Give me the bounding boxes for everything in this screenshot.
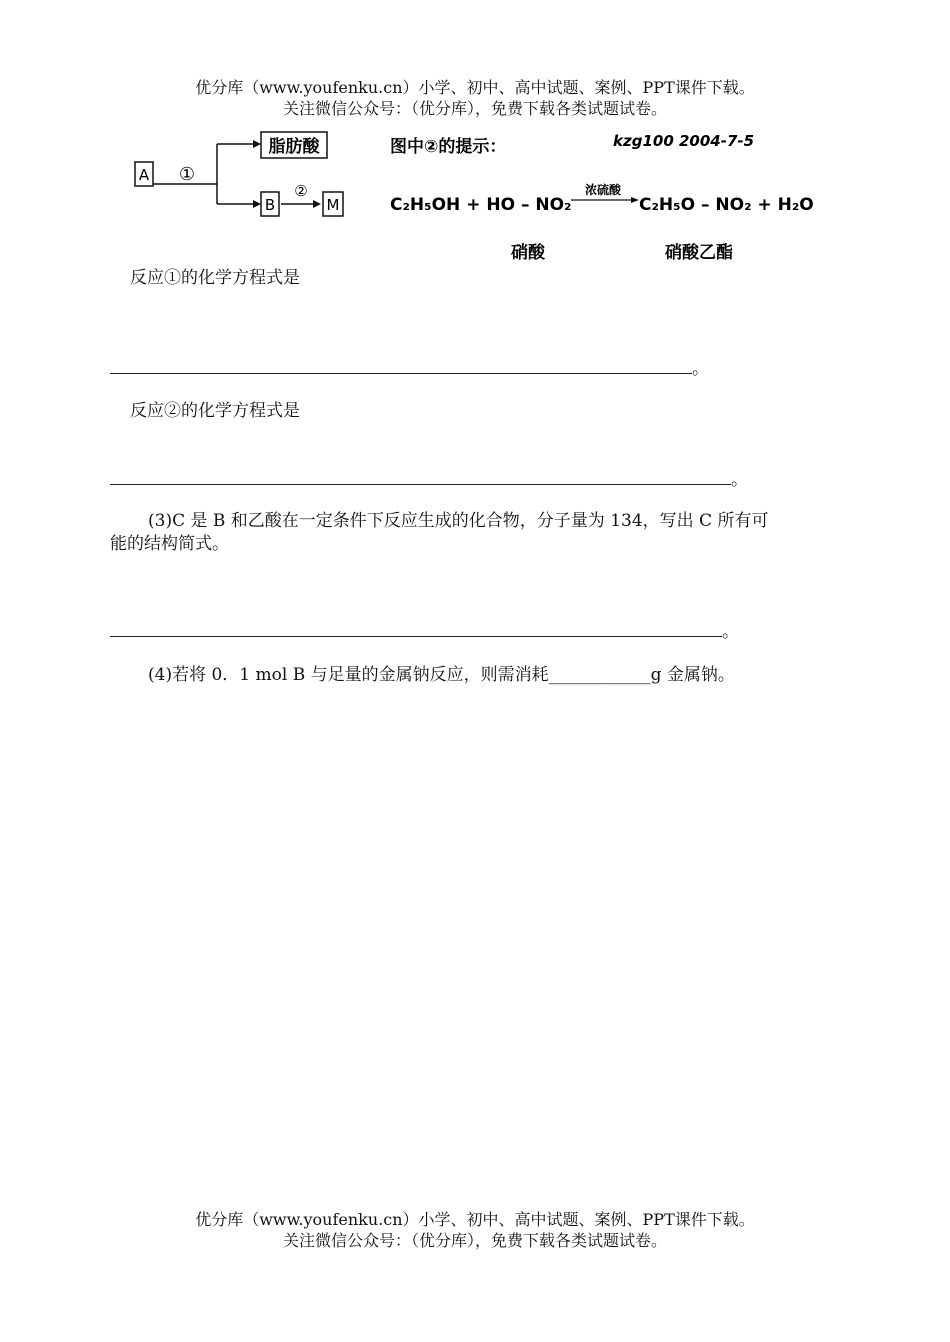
q1-answer-blank[interactable]	[110, 373, 692, 374]
fatty-acid-label: 脂肪酸	[268, 137, 320, 157]
equation-left: C₂H₅OH + HO – NO₂	[390, 195, 572, 215]
q2-answer-blank[interactable]	[110, 484, 731, 485]
header-line-1: 优分库（www.youfenku.cn）小学、初中、高中试题、案例、PPT课件下载。	[195, 78, 755, 97]
q1-prompt: 反应①的化学方程式是	[130, 268, 300, 288]
reaction-diagram	[125, 122, 825, 272]
q1-end: 。	[692, 359, 709, 379]
q3-line-1: (3)C 是 B 和乙酸在一定条件下反应生成的化合物，分子量为 134，写出 C 所有可	[148, 511, 769, 531]
footer-line-1: 优分库（www.youfenku.cn）小学、初中、高中试题、案例、PPT课件下载。	[195, 1210, 755, 1229]
arrow-top-head	[253, 140, 261, 148]
q2-end: 。	[731, 470, 748, 490]
signature: kzg100 2004-7-5	[613, 132, 755, 150]
label-nitric-acid: 硝酸	[511, 243, 545, 263]
q2-prompt: 反应②的化学方程式是	[130, 401, 300, 421]
arrow-m-head	[313, 200, 321, 208]
q4-text-before: (4)若将 0．1 mol B 与足量的金属钠反应，则需消耗	[148, 665, 549, 685]
equation-right: C₂H₅O – NO₂ + H₂O	[639, 195, 814, 215]
q4-line	[148, 664, 735, 686]
q3-line-2: 能的结构简式。	[110, 534, 229, 554]
box-m-label: M	[326, 196, 340, 214]
hint-title: 图中②的提示：	[390, 137, 507, 157]
box-a-label: A	[138, 166, 150, 184]
equation-arrow-head	[631, 197, 639, 203]
q3-answer-blank[interactable]	[110, 636, 722, 637]
q3-end: 。	[722, 622, 739, 642]
arrow-b-head	[253, 200, 261, 208]
q4-answer-blank[interactable]: ____________	[548, 665, 651, 685]
label-ethyl-nitrate: 硝酸乙酯	[665, 243, 733, 263]
catalyst-label: 浓硫酸	[584, 183, 622, 197]
q4-text-after: g 金属钠。	[650, 665, 735, 685]
box-b-label: B	[264, 196, 276, 214]
header-line-2: 关注微信公众号：（优分库），免费下载各类试题试卷。	[282, 99, 667, 118]
step-1-label: ①	[178, 164, 196, 185]
footer-line-2: 关注微信公众号：（优分库），免费下载各类试题试卷。	[282, 1231, 667, 1250]
step-2-label: ②	[294, 182, 308, 200]
